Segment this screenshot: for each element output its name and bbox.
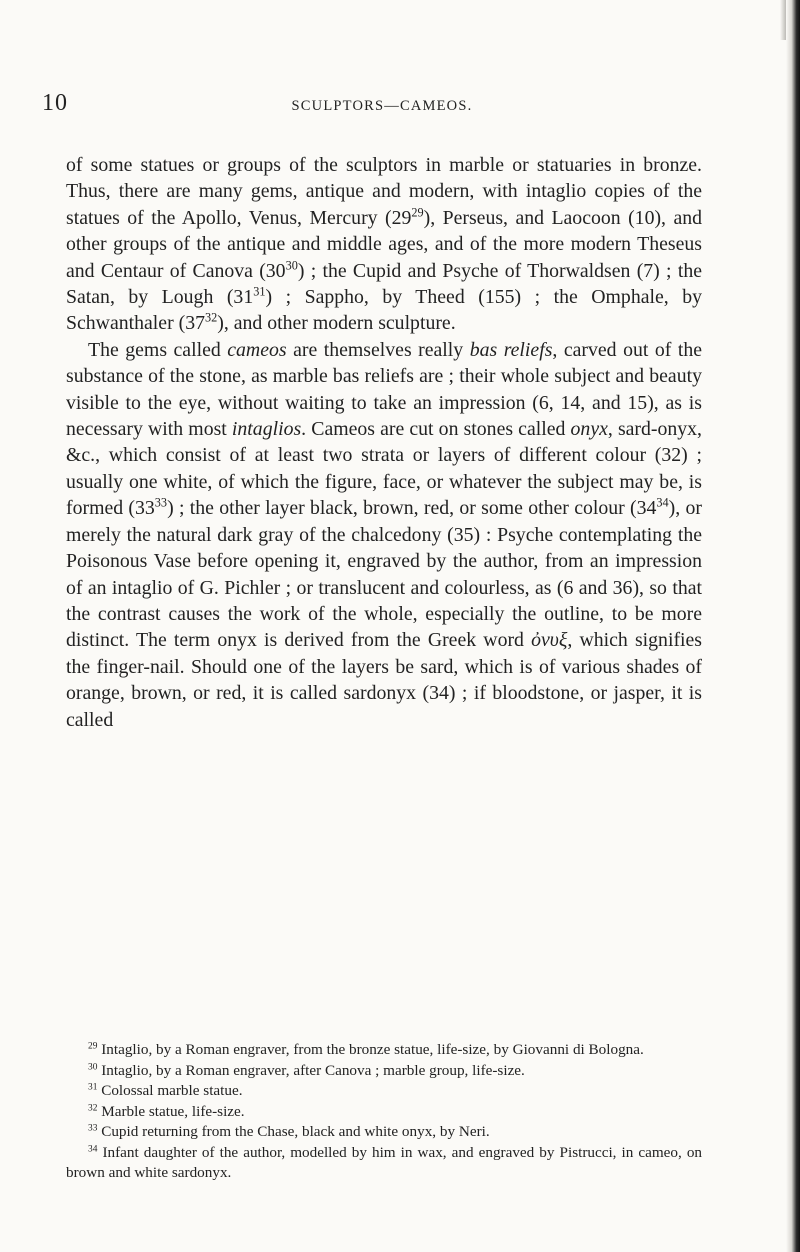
footnote-text: Intaglio, by a Roman engraver, after Canova ; marble group, life-size. [101, 1061, 525, 1079]
footnote-number: 31 [88, 1082, 98, 1093]
superscript: 31 [253, 284, 266, 299]
text-run: ), and other modern sculpture. [217, 312, 456, 335]
footnote [66, 1061, 702, 1082]
italic-term: bas reliefs [469, 338, 553, 361]
footnote [66, 1040, 702, 1061]
text-run: are themselves really [286, 338, 470, 361]
text-run: ), or merely the natural dark gray of the chalcedony (35) : Psyche contemplating the Poisonous Vase before opening it, engraved by the author, from an impression of an intaglio of G. Pichler ; or translucent and colourless, as (6 and 36), so that the contrast causes the work of the whole, especially the outline, to be more distinct. The term onyx is derived from the Greek word [66, 497, 702, 652]
italic-term: onyx [570, 418, 608, 441]
italic-term: cameos [227, 338, 287, 361]
superscript: 32 [204, 311, 218, 326]
superscript: 33 [154, 495, 168, 510]
text-run: ) ; the other layer black, brown, red, or some other colour (34 [167, 497, 657, 520]
superscript: 30 [285, 258, 298, 273]
footnote [66, 1102, 702, 1123]
greek-word: ὀνυξ [531, 629, 568, 652]
italic-term: intaglios [231, 418, 302, 441]
footnote [66, 1122, 702, 1143]
footnote-text: Cupid returning from the Chase, black and white onyx, by Neri. [101, 1123, 490, 1140]
footnote-text: Infant daughter of the author, modelled by him in wax, and engraved by Pistrucci, in cameo, on brown and white sardonyx. [66, 1143, 703, 1181]
body-text [66, 152, 702, 733]
text-run: ) ; the Cupid and Psyche of Thorwaldsen (7) ; the Satan, by Lough (31 [66, 259, 702, 309]
superscript: 29 [411, 205, 424, 220]
running-title: SCULPTORS—CAMEOS. [291, 98, 473, 114]
page-number: 10 [42, 90, 68, 116]
text-run: , sard-onyx, &c., which consist of at least two strata or layers of different colour (32) ; usually one white, of which the figure, face, or whatever the subject may be, is formed (33 [66, 418, 703, 520]
footnote-number: 34 [88, 1143, 98, 1154]
paragraph-2 [66, 337, 702, 733]
text-run: ), Perseus, and Laocoon (10), and other groups of the antique and middle ages, and of the more modern Theseus and Centaur of Canova (30 [66, 206, 703, 282]
text-run: The gems called [88, 338, 228, 361]
running-head [42, 88, 722, 118]
footnote [66, 1081, 702, 1102]
text-run: of some statues or groups of the sculptors in marble or statuaries in bronze. Thus, there are many gems, antique and modern, with intaglio copies of the statues of the Apollo, Venus, Mercury (29 [66, 154, 702, 229]
footnote [66, 1143, 702, 1184]
footnote-text: Colossal marble statue. [101, 1082, 243, 1099]
superscript: 34 [656, 495, 669, 510]
footnotes [66, 1040, 702, 1184]
paragraph-1 [66, 152, 702, 337]
footnote-number: 29 [88, 1041, 98, 1052]
book-spine-edge [786, 0, 800, 1252]
text-run: ) ; Sappho, by Theed (155) ; the Omphale, by Schwanthaler (37 [66, 286, 702, 335]
footnote-number: 33 [88, 1123, 98, 1134]
footnote-text: Marble statue, life-size. [101, 1102, 245, 1120]
footnote-number: 30 [88, 1061, 98, 1072]
text-run: . Cameos are cut on stones called [301, 418, 571, 441]
text-run: , carved out of the substance of the stone, as marble bas reliefs are ; their whole subject and beauty visible to the eye, without waiting to take an impression (6, 14, and 15), as is necessary with most [66, 338, 703, 441]
footnote-number: 32 [88, 1102, 98, 1113]
text-run: , which signifies the finger-nail. Should one of the layers be sard, which is of various shades of orange, brown, or red, it is called sardonyx (34) ; if bloodstone, or jasper, it is called [66, 629, 703, 731]
footnote-text: Intaglio, by a Roman engraver, from the bronze statue, life-size, by Giovanni di Bologna. [101, 1041, 644, 1058]
